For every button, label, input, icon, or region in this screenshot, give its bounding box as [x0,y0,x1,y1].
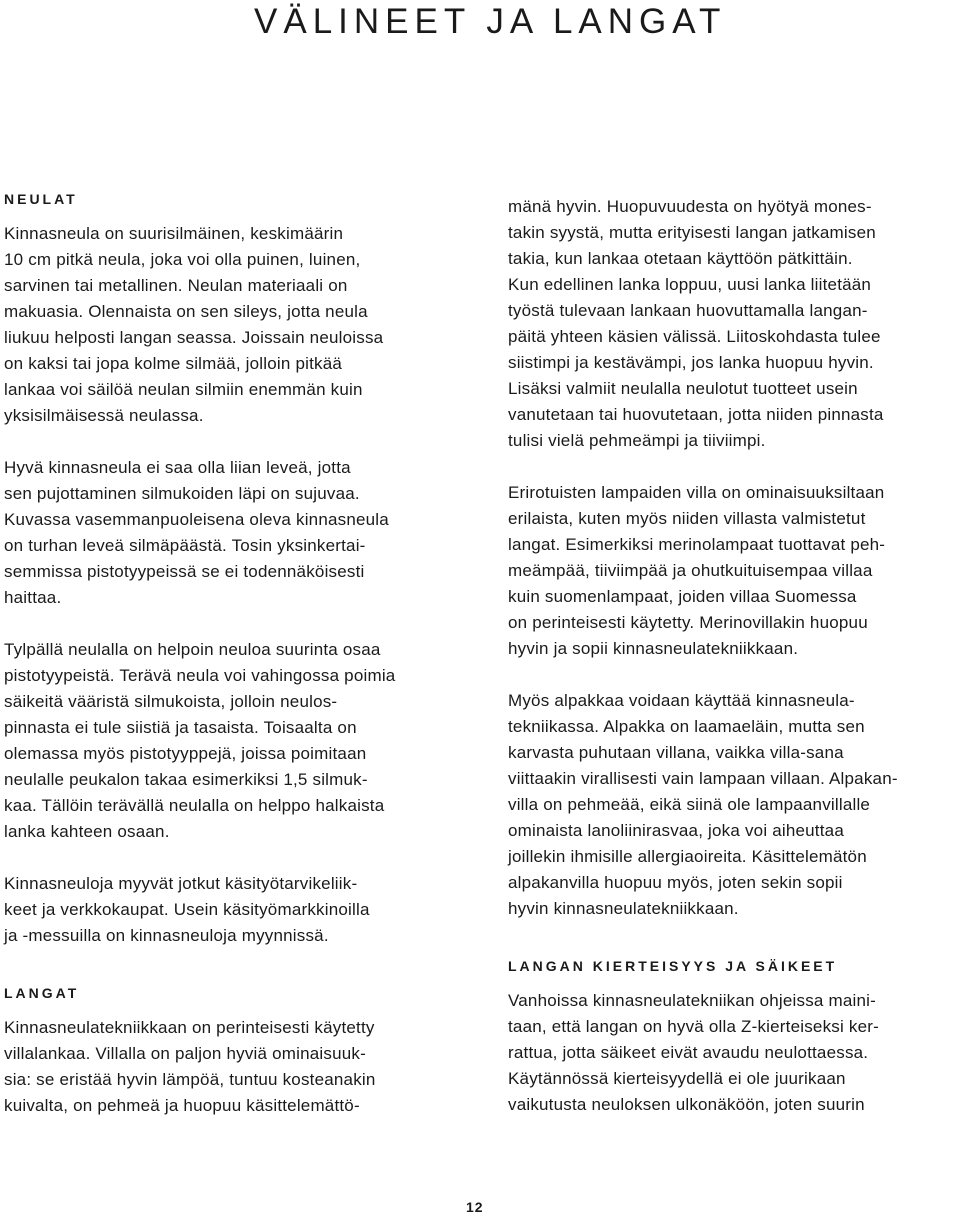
text-line: alpakanvilla huopuu myös, joten sekin sopii [508,873,843,892]
text-line: työstä tulevaan lankaan huovuttamalla langan- [508,301,868,320]
text-line: erilaista, kuten myös niiden villasta valmistetut [508,509,866,528]
text-line: Kinnasneulatekniikkaan on perinteisesti käytetty [4,1018,375,1037]
text-line: sarvinen tai metallinen. Neulan materiaali on [4,276,348,295]
text-line: sia: se eristää hyvin lämpöä, tuntuu kosteanakin [4,1070,376,1089]
text-line: Kun edellinen lanka loppuu, uusi lanka liitetään [508,275,872,294]
text-line: meämpää, tiiviimpää ja ohutkuituisempaa villaa [508,561,873,580]
text-line: villa on pehmeää, eikä siinä ole lampaanvillalle [508,795,871,814]
text-line: Kuvassa vasemmanpuoleisena oleva kinnasneula [4,510,389,529]
text-line: Kinnasneula on suurisilmäinen, keskimäärin [4,224,344,243]
text-line: semmissa pistotyypeissä se ei todennäköisesti [4,562,365,581]
text-line: Tylpällä neulalla on helpoin neuloa suurinta osaa [4,640,381,659]
text-line: säikeitä vääristä silmukoista, jolloin neulos- [4,692,338,711]
section-heading-neulat: NEULAT [4,191,78,207]
text-line: Vanhoissa kinnasneulatekniikan ohjeissa maini- [508,991,876,1010]
text-line: keet ja verkkokaupat. Usein käsityömarkkinoilla [4,900,370,919]
paragraph [508,480,958,662]
text-line: vaikutusta neuloksen ulkonäköön, joten suurin [508,1095,865,1114]
text-line: siistimpi ja kestävämpi, jos lanka huopuu hyvin. [508,353,874,372]
text-line: lanka kahteen osaan. [4,822,170,841]
text-line: on kaksi tai jopa kolme silmää, jolloin pitkää [4,354,343,373]
paragraph [4,637,454,845]
text-line: hyvin kinnasneulatekniikkaan. [508,899,739,918]
text-line: haittaa. [4,588,62,607]
text-line: tulisi vielä pehmeämpi ja tiiviimpi. [508,431,766,450]
text-line: karvasta puhutaan villana, vaikka villa-sana [508,743,844,762]
text-line: päitä yhteen käsien välissä. Liitoskohdasta tulee [508,327,881,346]
text-line: neulalle peukalon takaa esimerkiksi 1,5 silmuk- [4,770,368,789]
text-line: yksisilmäisessä neulassa. [4,406,204,425]
text-line: 10 cm pitkä neula, joka voi olla puinen, luinen, [4,250,361,269]
text-line: makuasia. Olennaista on sen sileys, jotta neula [4,302,368,321]
text-line: tekniikassa. Alpakka on laamaeläin, mutta sen [508,717,865,736]
right-column [508,194,958,1144]
paragraph [4,221,454,429]
text-line: liukuu helposti langan seassa. Joissain neuloissa [4,328,384,347]
text-line: langat. Esimerkiksi merinolampaat tuottavat peh- [508,535,886,554]
text-line: rattua, jotta säikeet eivät avaudu neulottaessa. [508,1043,869,1062]
text-line: pistotyypeistä. Terävä neula voi vahingossa poimia [4,666,396,685]
text-line: kaa. Tällöin terävällä neulalla on helppo halkaista [4,796,385,815]
text-line: on turhan leveä silmäpäästä. Tosin yksinkertai- [4,536,366,555]
text-line: Myös alpakkaa voidaan käyttää kinnasneula- [508,691,855,710]
paragraph [508,194,958,454]
page-number: 12 [466,1199,484,1215]
text-line: Kinnasneuloja myyvät jotkut käsityötarvikeliik- [4,874,358,893]
paragraph [4,455,454,611]
text-line: taan, että langan on hyvä olla Z-kierteiseksi ker- [508,1017,879,1036]
text-line: lankaa voi säilöä neulan silmiin enemmän kuin [4,380,363,399]
section-heading-langan-kierteisyys: LANGAN KIERTEISYYS JA SÄIKEET [508,958,838,974]
paragraph [508,988,958,1118]
text-line: kuivalta, on pehmeä ja huopuu käsittelemättö- [4,1096,360,1115]
text-line: Lisäksi valmiit neulalla neulotut tuotteet usein [508,379,858,398]
text-line: ominaista lanoliinirasvaa, joka voi aiheuttaa [508,821,844,840]
text-line: on perinteisesti käytetty. Merinovillakin huopuu [508,613,868,632]
section-heading-langat: LANGAT [4,985,80,1001]
text-line: Hyvä kinnasneula ei saa olla liian leveä, jotta [4,458,351,477]
text-line: takin syystä, mutta erityisesti langan jatkamisen [508,223,876,242]
paragraph [4,1015,454,1119]
paragraph [508,688,958,922]
text-line: ja -messuilla on kinnasneuloja myynnissä. [4,926,329,945]
page-title: VÄLINEET JA LANGAT [254,2,727,41]
text-line: takia, kun lankaa otetaan käyttöön pätkittäin. [508,249,853,268]
text-line: sen pujottaminen silmukoiden läpi on sujuvaa. [4,484,360,503]
paragraph [4,871,454,949]
text-line: mänä hyvin. Huopuvuudesta on hyötyä mones- [508,197,872,216]
text-line: olemassa myös pistotyyppejä, joissa poimitaan [4,744,367,763]
text-line: viittaakin virallisesti vain lampaan villaan. Alpakan- [508,769,898,788]
text-line: kuin suomenlampaat, joiden villaa Suomessa [508,587,857,606]
text-line: villalankaa. Villalla on paljon hyviä ominaisuuk- [4,1044,366,1063]
text-line: pinnasta ei tule siistiä ja tasaista. Toisaalta on [4,718,357,737]
text-line: hyvin ja sopii kinnasneulatekniikkaan. [508,639,799,658]
text-line: vanutetaan tai huovutetaan, jotta niiden pinnasta [508,405,884,424]
text-line: joillekin ihmisille allergiaoireita. Käsittelemätön [508,847,867,866]
left-column [4,189,454,1145]
text-line: Erirotuisten lampaiden villa on ominaisuuksiltaan [508,483,885,502]
text-line: Käytännössä kierteisyydellä ei ole juurikaan [508,1069,846,1088]
